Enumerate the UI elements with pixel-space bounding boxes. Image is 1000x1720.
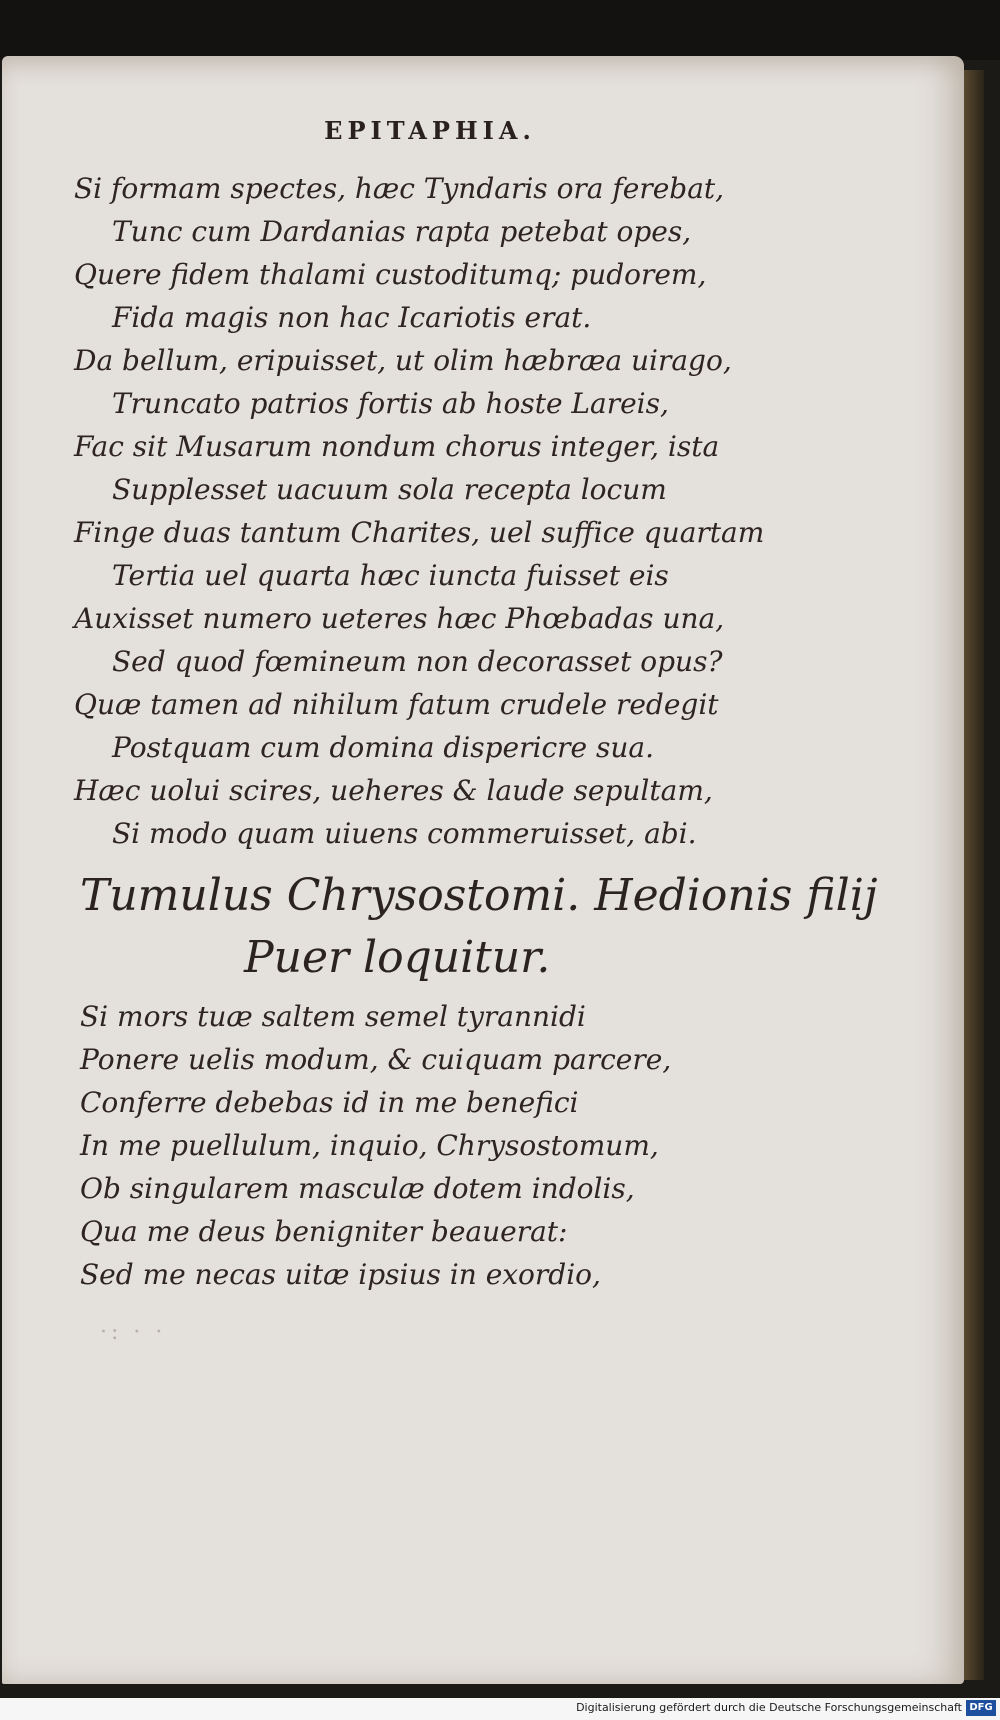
verse-line-5: Ob singularem masculæ dotem indolis, [80,1172,635,1205]
scan-background [0,0,1000,60]
poem-line-12: Sed quod fœmineum non decorasset opus? [112,645,723,678]
verse-line-3: Conferre debebas id in me benefici [80,1086,579,1119]
dfg-logo-icon: DFG [966,1700,996,1716]
epitaph-subheading: Puer loquitur. [244,932,551,983]
poem-line-2: Tunc cum Dardanias rapta petebat opes, [112,215,692,248]
running-head: EPITAPHIA. [324,116,536,145]
poem-line-11: Auxisset numero ueteres hæc Phœbadas una, [74,602,725,635]
poem-line-7: Fac sit Musarum nondum chorus integer, ista [74,430,720,463]
poem-line-3: Quere fidem thalami custoditumq; pudorem, [74,258,707,291]
poem-line-5: Da bellum, eripuisset, ut olim hæbræa uirago, [74,344,732,377]
poem-line-14: Postquam cum domina dispericre sua. [112,731,654,764]
page-edge [964,70,984,1680]
footer-credit: Digitalisierung gefördert durch die Deutsche Forschungsgemeinschaft [576,1701,962,1714]
poem-line-16: Si modo quam uiuens commeruisset, abi. [112,817,697,850]
poem-line-1: Si formam spectes, hæc Tyndaris ora ferebat, [74,172,725,205]
poem-line-10: Tertia uel quarta hæc iuncta fuisset eis [112,559,669,592]
verse-line-6: Qua me deus benigniter beauerat: [80,1215,568,1248]
epitaph-heading: Tumulus Chrysostomi. Hedionis filij [80,870,878,921]
poem-line-4: Fida magis non hac Icariotis erat. [112,301,592,334]
verse-line-1: Si mors tuæ saltem semel tyrannidi [80,1000,586,1033]
poem-line-9: Finge duas tantum Charites, uel suffice quartam [74,516,765,549]
verse-line-4: In me puellulum, inquio, Chrysostomum, [80,1129,659,1162]
verse-line-7: Sed me necas uitæ ipsius in exordio, [80,1258,601,1291]
poem-line-13: Quæ tamen ad nihilum fatum crudele redegit [74,688,719,721]
poem-line-15: Hæc uolui scires, ueheres & laude sepultam, [74,774,713,807]
ink-speckles: ·: · · [100,1320,167,1345]
poem-line-6: Truncato patrios fortis ab hoste Lareis, [112,387,669,420]
poem-line-8: Supplesset uacuum sola recepta locum [112,473,667,506]
verse-line-2: Ponere uelis modum, & cuiquam parcere, [80,1043,672,1076]
